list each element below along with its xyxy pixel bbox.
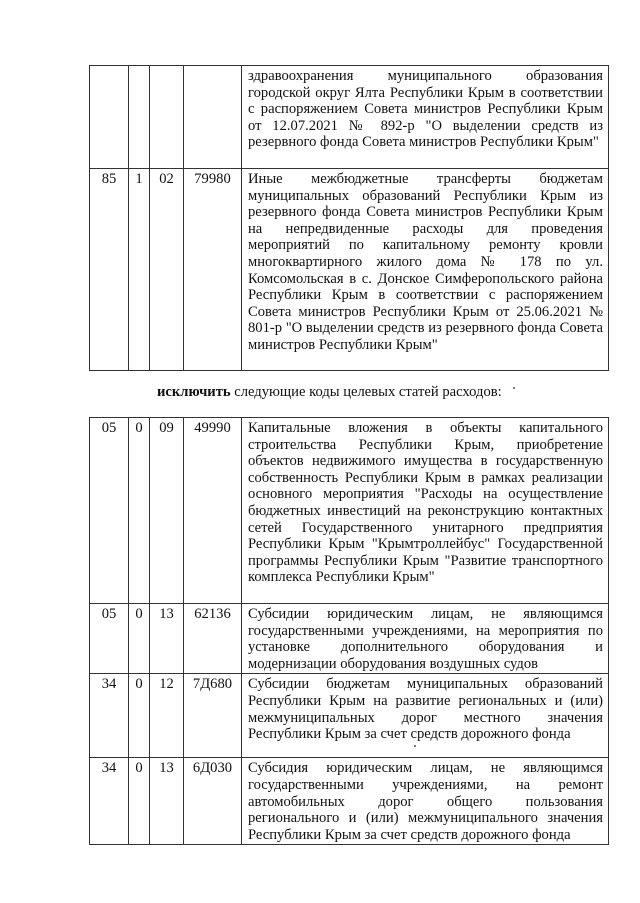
code-cell: 05 — [90, 418, 129, 604]
code-cell: 0 — [129, 418, 150, 604]
description-cell: Капитальные вложения в объекты капитального строительства Республики Крым, приобретение объектов недвижимого имущества в государственную собственность Республики Крым в рамках реализации основного мероприятия "Расходы на осуществление бюджетных инвестиций на реконструкцию контактных сетей Государственного унитарного предприятия Республики Крым "Крымтроллейбус" Государственной программы Республики Крым "Развитие транспортного комплекса Республики Крым" — [242, 418, 609, 604]
code-cell: 12 — [150, 674, 184, 758]
code-cell — [90, 66, 129, 169]
code-cell: 1 — [129, 169, 150, 371]
code-cell: 09 — [150, 418, 184, 604]
code-cell: 0 — [129, 604, 150, 674]
code-cell: 05 — [90, 604, 129, 674]
instruction-line — [157, 384, 502, 400]
budget-codes-table-top — [89, 65, 609, 371]
code-cell: 7Д680 — [184, 674, 242, 758]
code-cell: 49990 — [184, 418, 242, 604]
table-row — [90, 66, 609, 169]
code-cell: 34 — [90, 758, 129, 845]
description-cell: Субсидии юридическим лицам, не являющимся государственными учреждениями, на мероприятия по установке дополнительного оборудования и модернизации оборудования воздушных судов — [242, 604, 609, 674]
budget-codes-table-bottom — [89, 417, 609, 845]
description-cell: Иные межбюджетные трансферты бюджетам муниципальных образований Республики Крым из резервного фонда Совета министров Республики Крым на непредвиденные расходы для проведения мероприятий по капитальному ремонту кровли многоквартирного жилого дома № 178 по ул. Комсомольская в с. Донское Симферопольского района Республики Крым в соответствии с распоряжением Совета министров Республики Крым от 25.06.2021 № 801-р "О выделении средств из резервного фонда Совета министров Республики Крым" — [242, 169, 609, 371]
description-cell: Субсидии бюджетам муниципальных образований Республики Крым на развитие региональных и (или) межмуниципальных дорог местного значения Республики Крым за счет средств дорожного фонда — [242, 674, 609, 758]
description-cell: Субсидия юридическим лицам, не являющимся государственными учреждениями, на ремонт автомобильных дорог общего пользования регионального и (или) межмуниципального значения Республики Крым за счет средств дорожного фонда — [242, 758, 609, 845]
code-cell: 0 — [129, 758, 150, 845]
code-cell: 62136 — [184, 604, 242, 674]
code-cell: 02 — [150, 169, 184, 371]
code-cell — [150, 66, 184, 169]
table-row — [90, 418, 609, 604]
instruction-bold: исключить — [157, 384, 231, 400]
table-row — [90, 758, 609, 845]
scan-speck — [513, 387, 515, 389]
description-cell: здравоохранения муниципального образования городской округ Ялта Республики Крым в соответствии с распоряжением Совета министров Республики Крым от 12.07.2021 № 892-р "О выделении средств из резервного фонда Совета министров Республики Крым" — [242, 66, 609, 169]
code-cell: 85 — [90, 169, 129, 371]
code-cell: 34 — [90, 674, 129, 758]
code-cell: 79980 — [184, 169, 242, 371]
code-cell: 13 — [150, 758, 184, 845]
code-cell: 6Д030 — [184, 758, 242, 845]
instruction-text: следующие коды целевых статей расходов: — [230, 384, 502, 400]
code-cell — [129, 66, 150, 169]
code-cell — [184, 66, 242, 169]
code-cell: 0 — [129, 674, 150, 758]
table-row — [90, 169, 609, 371]
table-row — [90, 674, 609, 758]
table-row — [90, 604, 609, 674]
scan-speck — [414, 745, 416, 747]
code-cell: 13 — [150, 604, 184, 674]
